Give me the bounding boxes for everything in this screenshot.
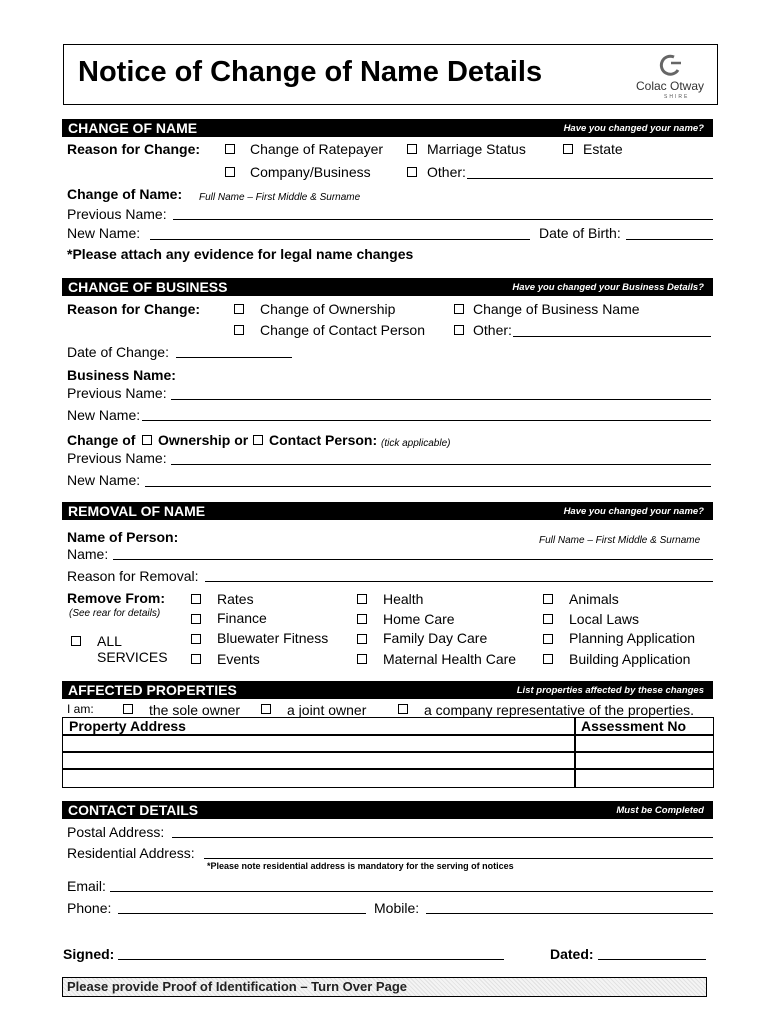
all-services-label: SERVICES [97, 649, 168, 665]
service-label: Events [217, 651, 260, 667]
section-heading: CONTACT DETAILS [68, 802, 199, 818]
owner-option-label: the sole owner [149, 702, 241, 718]
change-of-name-header [62, 119, 713, 137]
column-header: Assessment No [581, 718, 687, 734]
remove-from-label: Remove From: [67, 590, 166, 606]
option-label: Change of Contact Person [260, 322, 425, 338]
checkbox-bluewater-fitness[interactable] [191, 634, 201, 644]
checkbox-other[interactable] [407, 167, 417, 177]
section-question: Must be Completed [616, 805, 704, 816]
checkbox-building-application[interactable] [543, 654, 553, 664]
previous-name-field[interactable] [173, 219, 713, 220]
checkbox-joint-owner[interactable] [261, 704, 271, 714]
section-question: Have you changed your name? [563, 506, 704, 517]
option-label: Estate [583, 141, 623, 157]
dob-field[interactable] [626, 239, 713, 240]
checkbox-other[interactable] [454, 325, 464, 335]
section-heading: CHANGE OF NAME [68, 120, 198, 136]
option-label: Change of Ownership [260, 301, 396, 317]
signed-label: Signed: [63, 946, 115, 962]
change-of-business-header [62, 278, 713, 296]
logo-sub: SHIRE [664, 94, 690, 100]
reason-for-removal-label: Reason for Removal: [67, 568, 199, 584]
table-row-address[interactable] [62, 768, 576, 788]
residential-note: *Please note residential address is mandatory for the serving of notices [207, 861, 514, 871]
residential-address-field[interactable] [204, 858, 713, 859]
service-label: Home Care [383, 611, 455, 627]
service-label: Family Day Care [383, 630, 488, 646]
contact-new-name-field[interactable] [145, 486, 711, 487]
removal-of-name-header [62, 502, 713, 520]
business-new-name-field[interactable] [142, 420, 711, 421]
owner-option-label: a joint owner [287, 702, 367, 718]
phone-field[interactable] [118, 913, 366, 914]
contact-details-header [62, 801, 713, 819]
new-name-label: New Name: [67, 225, 141, 241]
dated-label: Dated: [550, 946, 594, 962]
table-row-assessment[interactable] [574, 768, 714, 788]
new-name-label: New Name: [67, 472, 141, 488]
other-field[interactable] [513, 336, 711, 337]
previous-name-label: Previous Name: [67, 385, 167, 401]
service-label: Local Laws [569, 611, 640, 627]
service-label: Maternal Health Care [383, 651, 517, 667]
i-am-label: I am: [67, 702, 94, 716]
full-name-hint: Full Name – First Middle & Surname [539, 535, 701, 546]
dated-field[interactable] [598, 959, 706, 960]
option-label: Change of Business Name [473, 301, 640, 317]
residential-address-label: Residential Address: [67, 845, 195, 861]
dob-label: Date of Birth: [539, 225, 621, 241]
checkbox-estate[interactable] [563, 144, 573, 154]
affected-properties-header [62, 681, 713, 699]
checkbox-finance[interactable] [191, 614, 201, 624]
full-name-hint: Full Name – First Middle & Surname [199, 192, 361, 203]
footer-banner-text: Please provide Proof of Identification – Turn Over Page [67, 979, 407, 994]
checkbox-family-day-care[interactable] [357, 634, 367, 644]
previous-name-label: Previous Name: [67, 206, 167, 222]
other-field[interactable] [467, 178, 713, 179]
date-of-change-label: Date of Change: [67, 344, 169, 360]
business-name-label: Business Name: [67, 367, 176, 383]
contact-previous-name-field[interactable] [171, 464, 711, 465]
option-label: Change of Ratepayer [250, 141, 384, 157]
service-label: Bluewater Fitness [217, 630, 329, 646]
logo [628, 54, 712, 100]
option-label: Other: [473, 322, 512, 338]
checkbox-ownership[interactable] [142, 435, 152, 445]
service-label: Rates [217, 591, 254, 607]
footer-banner [62, 977, 707, 997]
reason-label: Reason for Change: [67, 301, 201, 317]
phone-label: Phone: [67, 900, 112, 916]
tick-applicable-hint: (tick applicable) [381, 438, 451, 449]
section-heading: AFFECTED PROPERTIES [68, 682, 237, 698]
checkbox-company-representative[interactable] [398, 704, 408, 714]
previous-name-label: Previous Name: [67, 450, 167, 466]
checkbox-home-care[interactable] [357, 614, 367, 624]
checkbox-contact-person[interactable] [253, 435, 263, 445]
postal-address-label: Postal Address: [67, 824, 165, 840]
rear-details-hint: (See rear for details) [69, 608, 161, 619]
date-of-change-field[interactable] [176, 357, 292, 358]
ownership-or-label: Ownership or [158, 432, 249, 448]
service-label: Animals [569, 591, 619, 607]
name-label: Name: [67, 546, 109, 562]
contact-person-label: Contact Person: [269, 432, 378, 448]
checkbox-animals[interactable] [543, 594, 553, 604]
section-heading: CHANGE OF BUSINESS [68, 279, 228, 295]
business-previous-name-field[interactable] [171, 399, 711, 400]
name-of-person-label: Name of Person: [67, 529, 179, 545]
checkbox-sole-owner[interactable] [123, 704, 133, 714]
service-label: Planning Application [569, 630, 696, 646]
checkbox-company-business[interactable] [225, 167, 235, 177]
email-field[interactable] [110, 891, 713, 892]
option-label: Marriage Status [427, 141, 526, 157]
section-question: Have you changed your name? [563, 123, 704, 134]
signature-field[interactable] [118, 959, 504, 960]
section-question: List properties affected by these changes [516, 685, 704, 696]
section-heading: REMOVAL OF NAME [68, 503, 206, 519]
service-label: Finance [217, 610, 267, 626]
mobile-field[interactable] [426, 913, 713, 914]
page-title: Notice of Change of Name Details [78, 56, 543, 88]
checkbox-change-of-contact-person[interactable] [234, 325, 244, 335]
checkbox-change-of-ownership[interactable] [234, 304, 244, 314]
reason-label: Reason for Change: [67, 141, 201, 157]
checkbox-events[interactable] [191, 654, 201, 664]
checkbox-planning-application[interactable] [543, 634, 553, 644]
section-question: Have you changed your Business Details? [512, 282, 704, 293]
service-label: Health [383, 591, 424, 607]
evidence-note: *Please attach any evidence for legal name changes [67, 246, 414, 262]
email-label: Email: [67, 878, 106, 894]
checkbox-change-of-ratepayer[interactable] [225, 144, 235, 154]
mobile-label: Mobile: [374, 900, 420, 916]
change-of-label: Change of [67, 432, 136, 448]
logo-name: Colac Otway [636, 79, 705, 93]
change-of-name-label: Change of Name: [67, 186, 183, 202]
new-name-label: New Name: [67, 407, 141, 423]
checkbox-change-of-business-name[interactable] [454, 304, 464, 314]
checkbox-local-laws[interactable] [543, 614, 553, 624]
logo-swirl-icon [656, 54, 686, 78]
checkbox-all-services[interactable] [71, 636, 81, 646]
column-header: Property Address [69, 718, 186, 734]
reason-for-removal-field[interactable] [205, 581, 713, 582]
all-services-label: ALL [97, 633, 122, 649]
new-name-field[interactable] [150, 239, 530, 240]
service-label: Building Application [569, 651, 691, 667]
checkbox-rates[interactable] [191, 594, 201, 604]
removal-name-field[interactable] [113, 559, 713, 560]
option-label: Company/Business [250, 164, 371, 180]
checkbox-maternal-health-care[interactable] [357, 654, 367, 664]
checkbox-health[interactable] [357, 594, 367, 604]
owner-option-label: a company representative of the properties. [424, 702, 695, 718]
checkbox-marriage-status[interactable] [407, 144, 417, 154]
postal-address-field[interactable] [172, 837, 713, 838]
option-label: Other: [427, 164, 466, 180]
